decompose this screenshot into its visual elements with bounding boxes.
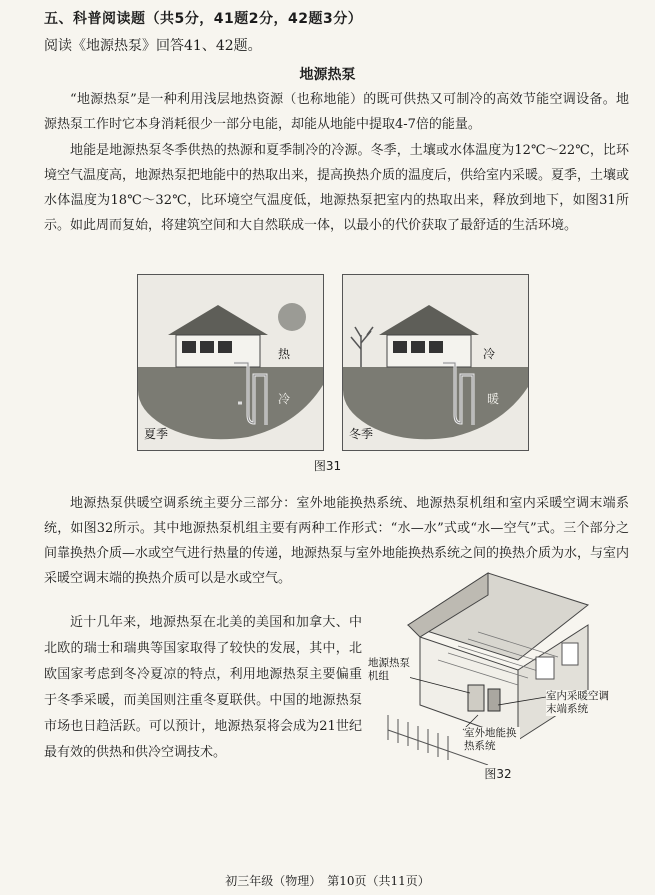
winter-above-label: 冷: [483, 347, 496, 361]
section-heading: 五、科普阅读题（共5分，41题2分，42题3分）: [44, 11, 363, 27]
summer-above-label: 热: [278, 347, 291, 361]
paragraph-system-components: 地源热泵供暖空调系统主要分三部分：室外地能换热系统、地源热泵机组和室内采暖空调末端系统，如图32所示。其中地源热泵机组主要有两种工作形式：“水—水”式或“水—空气”式。三个部分之间靠换热介质—水或空气进行热量的传递，地源热泵与室外地能换热系统之间的换热介质为水，与室内采暖空调末端的换热介质可以是水或空气。: [44, 496, 630, 586]
summer-panel: [137, 274, 324, 451]
figure-32-caption: 图32: [484, 767, 512, 781]
reading-prompt: 阅读《地源热泵》回答41、42题。: [44, 38, 262, 54]
sun-icon: [278, 303, 306, 331]
article-title: 地源热泵: [299, 67, 356, 83]
callout-heat-pump-unit: 地源热泵机组: [368, 657, 410, 682]
winter-panel: [342, 274, 529, 451]
winter-below-label: 暖: [487, 392, 500, 406]
summer-season-label: 夏季: [144, 427, 169, 441]
paragraph-development: 近十几年来，地源热泵在北美的美国和加拿大、中北欧的瑞士和瑞典等国家取得了较快的发展，其中，北欧国家考虑到冬冷夏凉的特点，利用地源热泵主要偏重于冬季采暖，而美国则注重冬夏联供。中国的地源热泵市场也日趋活跃。可以预计，地源热泵将会成为21世纪最有效的供热和供冷空调技术。: [44, 615, 362, 760]
winter-season-label: 冬季: [349, 427, 374, 441]
figure-31-caption: 图31: [313, 459, 342, 473]
paragraph-intro: “地源热泵”是一种利用浅层地热资源（也称地能）的既可供热又可制冷的高效节能空调设备。地源热泵工作时它本身消耗很少一部分电能，却能从地能中提取4-7倍的能量。: [44, 92, 629, 132]
summer-illustration: [138, 275, 323, 450]
callout-indoor-terminal: 室内采暖空调末端系统: [546, 690, 612, 716]
figure-31: [137, 274, 517, 454]
paragraph-heat-source: 地能是地源热泵冬季供热的热源和夏季制冷的冷源。冬季，土壤或水体温度为12℃～22℃，比环境空气温度高，地源热泵把地能中的热取出来，提高换热介质的温度后，供给室内采暖。夏季，土壤或水体温度为18℃～32℃，比环境空气温度低，地源热泵把室内的热取出来，释放到地下，如图31所示。如此周而复始，将建筑空间和大自然联成一体，以最小的代价获取了最舒适的生活环境。: [44, 143, 630, 233]
page-footer: 初三年级（物理） 第10页（共11页）: [225, 874, 430, 888]
figure-32: [368, 565, 628, 765]
callout-outdoor-exchange: 室外地能换热系统: [464, 727, 520, 753]
winter-illustration: [343, 275, 528, 450]
summer-below-label: 冷: [278, 392, 291, 406]
